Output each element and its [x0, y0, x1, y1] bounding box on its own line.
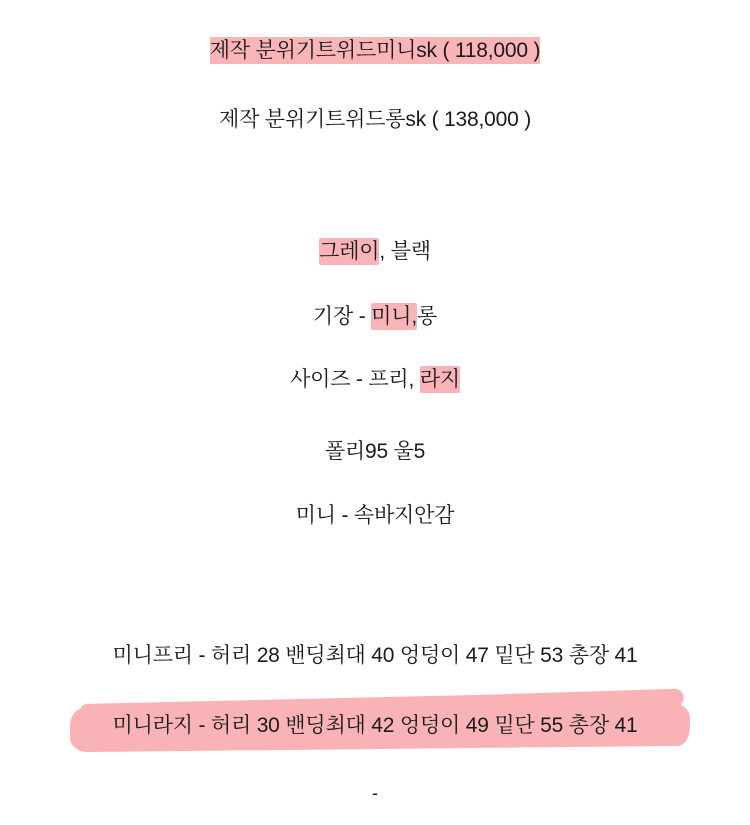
size-label: 사이즈 - 프리,	[290, 368, 420, 391]
measurement-mini-large	[0, 711, 750, 741]
color-rest: , 블랙	[379, 240, 431, 263]
product-line-long-text: 제작 분위기트위드롱sk ( 138,000 )	[218, 108, 531, 131]
lining-text: 미니 - 속바지안감	[295, 504, 455, 527]
size-highlighted-value: 라지	[419, 368, 460, 391]
product-line-mini	[0, 36, 750, 66]
material-text: 폴리95 울5	[324, 440, 426, 463]
product-line-long	[0, 105, 750, 135]
separator-dash	[0, 783, 750, 804]
color-line	[0, 237, 750, 267]
material-line	[0, 437, 750, 467]
measurement-mini-free	[0, 641, 750, 671]
measurement-mini-free-text: 미니프리 - 허리 28 밴딩최대 40 엉덩이 47 밑단 53 총장 41	[112, 644, 638, 667]
length-label: 기장 -	[312, 305, 372, 328]
length-highlighted-value: 미니,	[371, 305, 417, 328]
length-rest: 롱	[416, 305, 438, 328]
product-line-mini-text: 제작 분위기트위드미니sk ( 118,000 )	[209, 39, 541, 62]
separator-dash-text: -	[372, 783, 378, 803]
length-line	[0, 302, 750, 332]
lining-line	[0, 501, 750, 531]
measurement-mini-large-text: 미니라지 - 허리 30 밴딩최대 42 엉덩이 49 밑단 55 총장 41	[112, 714, 638, 737]
color-highlighted-value: 그레이	[319, 240, 380, 263]
size-line	[0, 365, 750, 395]
